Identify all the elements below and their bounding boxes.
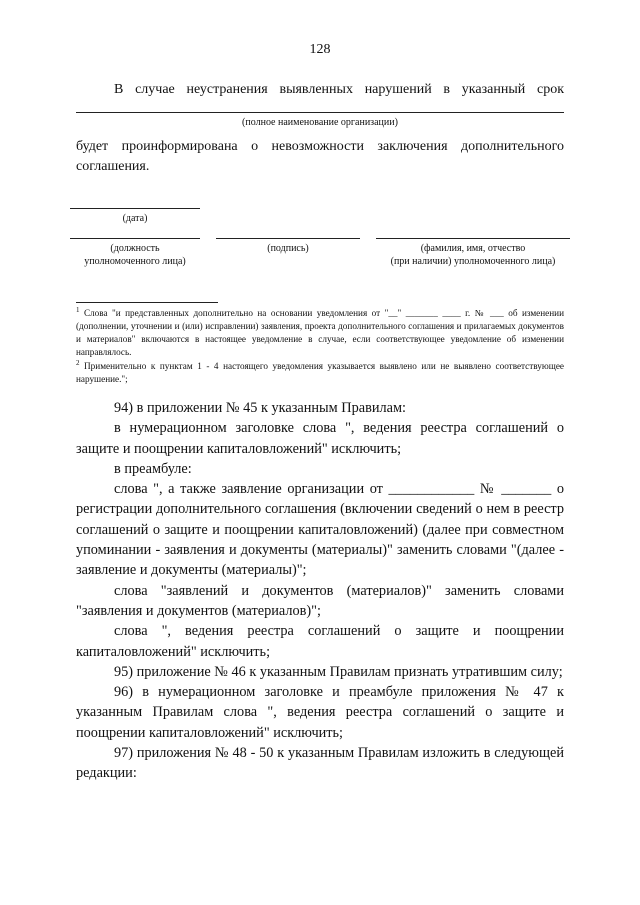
footnote-1-text: Слова "и представленных дополнительно на основании уведомления от "__" _______ ____ г. № ___ об изменении (дополнении, уточнении и (или) исправлении) заявления, проекта дополнительного соглашения и прилагаемых документов и материалов" включаются в настоящее уведомление в случае, если соответствующее уведомление об изменении направлялось. [76, 308, 564, 357]
paragraph-94-preamble-words-1: слова ", а также заявление организации от ____________ № _______ о регистрации дополнительного соглашения (включении сведений о нем в реестр соглашений о защите и поощрении капиталовложений) (далее при совместном упоминании - заявления и документы (материалы)" заменить словами "(далее - заявление и документы (материалы)"; [76, 481, 564, 579]
footnote-separator [76, 302, 218, 303]
full-name-caption-line-2: (при наличии) уполномоченного лица) [390, 256, 556, 267]
paragraph-94-heading-change: в нумерационном заголовке слова ", ведения реестра соглашений о защите и поощрении капиталовложений" исключить; [76, 420, 564, 457]
footnote-1 [76, 307, 564, 359]
footnote-1-mark: 1 [76, 305, 80, 314]
intro-continuation: будет проинформирована о невозможности заключения дополнительного соглашения. [76, 139, 564, 174]
paragraph-97: 97) приложения № 48 - 50 к указанным Правилам изложить в следующей редакции: [76, 745, 564, 782]
footnote-2-text: Применительно к пунктам 1 - 4 настоящего уведомления указывается выявлено или не выявлено соответствующее нарушение."; [76, 361, 564, 384]
intro-line: В случае неустранения выявленных нарушений в указанный срок [114, 82, 564, 97]
paragraph-94: 94) в приложении № 45 к указанным Правилам: [114, 400, 406, 416]
full-name-caption-line-1: (фамилия, имя, отчество [420, 243, 526, 254]
date-line [70, 208, 200, 209]
page-number: 128 [309, 42, 331, 57]
signature-line [216, 238, 360, 239]
signature-caption: (подпись) [267, 243, 309, 254]
organization-name-line [76, 112, 564, 113]
position-caption [60, 242, 210, 268]
paragraph-95: 95) приложение № 46 к указанным Правилам признать утратившим силу; [114, 663, 563, 680]
paragraph-96: 96) в нумерационном заголовке и преамбуле приложения № 47 к указанным Правилам слова ", ведения реестра соглашений о защите и поощрении капиталовложений" исключить; [76, 684, 564, 741]
footnote-2-mark: 2 [76, 358, 80, 367]
footnote-2 [76, 360, 564, 386]
paragraph-94-preamble-words-3: слова ", ведения реестра соглашений о защите и поощрении капиталовложений" исключить; [76, 623, 564, 660]
full-name-line [376, 238, 570, 239]
paragraph-94-preamble: в преамбуле: [114, 460, 192, 477]
organization-name-caption: (полное наименование организации) [242, 117, 398, 128]
position-line [70, 238, 200, 239]
position-caption-line-1: (должность [110, 243, 160, 254]
date-caption: (дата) [122, 213, 148, 224]
paragraph-94-preamble-words-2: слова "заявлений и документов (материалов)" заменить словами "заявления и документов (материалов)"; [76, 582, 564, 619]
position-caption-line-2: уполномоченного лица) [84, 256, 186, 267]
amendments-body [76, 398, 564, 784]
full-name-caption [366, 242, 580, 268]
